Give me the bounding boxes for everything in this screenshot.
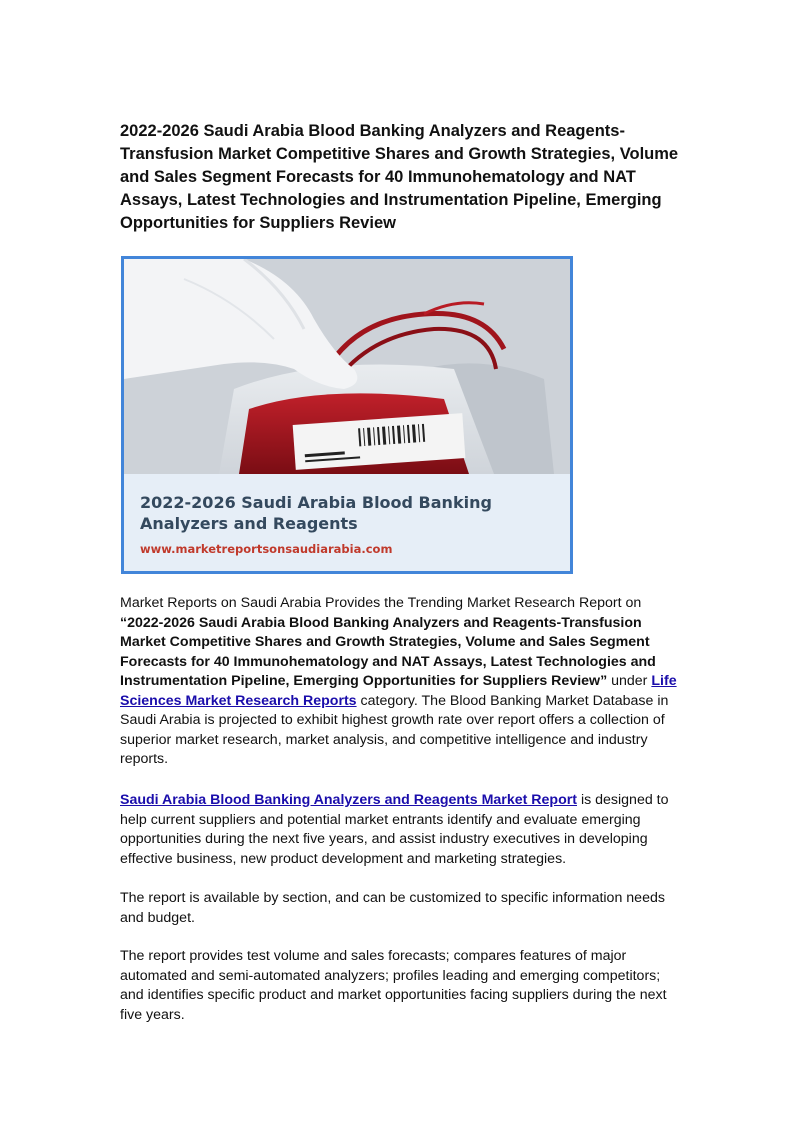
paragraph-intro [120,594,678,770]
blood-bag-photo [124,259,570,474]
life-sciences-link[interactable]: Life Sciences Market Research Reports [120,673,677,709]
under-text: under [611,673,648,689]
banner-url: www.marketreportsonsaudiarabia.com [140,542,393,556]
report-title-quote: “2022-2026 Saudi Arabia Blood Banking Analyzers and Reagents-Transfusion Market Competitive Shares and Growth Strategies, Volume and Sales Segment Forecasts for 40 Immunohematology and NAT Assays, Latest Technologies and Instrumentation Pipeline, Emerging Opportunities for Suppliers Review” [120,614,656,689]
banner-caption-panel [124,474,570,571]
banner-title: 2022-2026 Saudi Arabia Blood Banking Analyzers and Reagents [140,493,492,533]
blood-bag-illustration [124,259,570,474]
intro-text: Market Reports on Saudi Arabia Provides the Trending Market Research Report on [120,595,642,611]
paragraph-availability: The report is available by section, and can be customized to specific information needs and budget. [120,890,665,926]
market-report-link[interactable]: Saudi Arabia Blood Banking Analyzers and Reagents Market Report [120,792,577,808]
description-text: is designed to help current suppliers and potential market entrants identify and evaluate emerging opportunities during the next five years, and assist industry executives in developing effective business, new product development and marketing strategies. [120,792,669,867]
paragraph-report-description [120,791,678,869]
page-title: 2022-2026 Saudi Arabia Blood Banking Analyzers and Reagents-Transfusion Market Competitive Shares and Growth Strategies, Volume and Sales Segment Forecasts for 40 Immunohematology and NAT Assays, Latest Technologies and Instrumentation Pipeline, Emerging Opportunities for Suppliers Review [120,122,679,232]
intro-rest-text: category. The Blood Banking Market Database in Saudi Arabia is projected to exhibit highest growth rate over report offers a collection of superior market research, market analysis, and competitive intelligence and industry reports. [120,692,669,767]
report-banner-image [121,256,573,574]
paragraph-forecasts: The report provides test volume and sales forecasts; compares features of major automated and semi-automated analyzers; profiles leading and emerging competitors; and identifies specific product and market opportunities facing suppliers during the next five years. [120,948,667,1023]
